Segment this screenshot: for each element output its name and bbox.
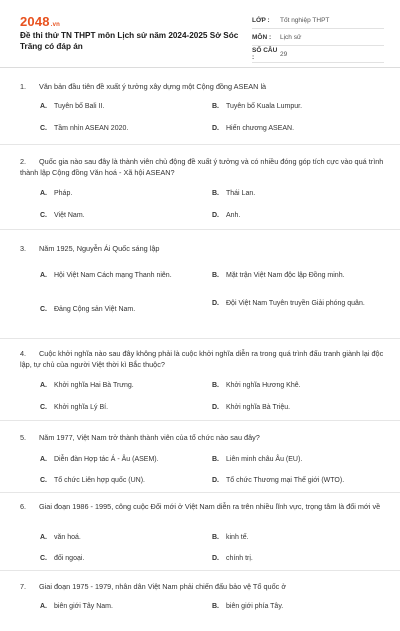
meta-row-class bbox=[252, 12, 384, 29]
option-text: Thái Lan. bbox=[226, 190, 256, 197]
option-text: Khởi nghĩa Bà Triệu. bbox=[226, 404, 291, 411]
option-c[interactable] bbox=[40, 124, 196, 135]
meta-key: MÔN : bbox=[252, 33, 272, 41]
option-letter: A. bbox=[40, 272, 47, 279]
option-letter: A. bbox=[40, 103, 47, 110]
site-logo[interactable] bbox=[20, 14, 60, 29]
question-body: Giai đoạn 1975 - 1979, nhân dân Việt Nam phải chiến đấu bảo vệ Tổ quốc ở bbox=[39, 582, 287, 591]
question-body: Năm 1925, Nguyễn Ái Quốc sáng lập bbox=[39, 244, 160, 253]
question-text bbox=[20, 156, 390, 178]
option-text: Pháp. bbox=[54, 190, 73, 197]
option-text: Đội Việt Nam Tuyên truyền Giải phóng quân. bbox=[226, 300, 365, 307]
option-text: biên giới phía Tây. bbox=[226, 603, 284, 610]
option-text: Mặt trận Việt Nam độc lập Đồng minh. bbox=[226, 272, 345, 279]
question-text bbox=[20, 348, 390, 370]
meta-key: LỚP : bbox=[252, 16, 270, 24]
question-item bbox=[0, 230, 400, 339]
meta-row-subject bbox=[252, 29, 384, 46]
option-c[interactable] bbox=[40, 305, 196, 316]
question-item bbox=[0, 421, 400, 493]
option-letter: A. bbox=[40, 603, 47, 610]
option-letter: D. bbox=[212, 404, 219, 411]
option-d[interactable] bbox=[212, 403, 368, 414]
option-letter: B. bbox=[212, 190, 219, 197]
option-letter: D. bbox=[212, 477, 219, 484]
option-letter: C. bbox=[40, 125, 47, 132]
question-text bbox=[20, 581, 390, 592]
option-text: Hiến chương ASEAN. bbox=[226, 125, 295, 132]
option-text: Diễn đàn Hợp tác Á - Âu (ASEM). bbox=[54, 456, 159, 463]
option-a[interactable] bbox=[40, 455, 196, 466]
question-body: Cuộc khởi nghĩa nào sau đây không phải là cuộc khởi nghĩa diễn ra trong quá trình đấu tranh giành lại độc lập, tự chủ của người Việt thời kì Bắc thuộc? bbox=[20, 349, 384, 369]
page-header bbox=[0, 0, 400, 68]
option-letter: A. bbox=[40, 534, 47, 541]
option-text: Hội Việt Nam Cách mạng Thanh niên. bbox=[54, 272, 172, 279]
option-text: văn hoá. bbox=[54, 534, 81, 541]
question-item bbox=[0, 571, 400, 631]
option-c[interactable] bbox=[40, 403, 196, 414]
option-c[interactable] bbox=[40, 211, 196, 222]
option-a[interactable] bbox=[40, 271, 196, 282]
meta-key: SỐ CÂU : bbox=[252, 47, 278, 61]
option-text: kinh tế. bbox=[226, 534, 249, 541]
option-b[interactable] bbox=[212, 271, 368, 282]
question-number: 7. bbox=[20, 582, 27, 591]
option-letter: D. bbox=[212, 555, 219, 562]
option-a[interactable] bbox=[40, 102, 196, 113]
option-b[interactable] bbox=[212, 189, 368, 200]
option-text: Đảng Cộng sản Việt Nam. bbox=[54, 306, 136, 313]
logo-suffix: .vn bbox=[50, 22, 61, 28]
question-number: 6. bbox=[20, 502, 27, 511]
option-text: Liên minh châu Âu (EU). bbox=[226, 456, 303, 463]
option-a[interactable] bbox=[40, 602, 196, 613]
question-item bbox=[0, 493, 400, 571]
meta-value: Tốt nghiệp THPT bbox=[280, 16, 330, 24]
option-d[interactable] bbox=[212, 476, 368, 487]
question-number: 1. bbox=[20, 82, 27, 91]
meta-row-count bbox=[252, 46, 384, 63]
question-text bbox=[20, 243, 390, 254]
question-body: Năm 1977, Việt Nam trở thành thành viên của tổ chức nào sau đây? bbox=[39, 433, 260, 442]
page-title: Đề thi thử TN THPT môn Lịch sử năm 2024-2025 Sở Sóc Trăng có đáp án bbox=[20, 31, 239, 51]
question-text bbox=[20, 501, 390, 512]
option-letter: B. bbox=[212, 534, 219, 541]
option-letter: A. bbox=[40, 382, 47, 389]
option-b[interactable] bbox=[212, 381, 368, 392]
question-number: 2. bbox=[20, 157, 27, 166]
question-item bbox=[0, 339, 400, 421]
question-text bbox=[20, 432, 390, 443]
question-text bbox=[20, 81, 390, 92]
option-d[interactable] bbox=[212, 124, 368, 135]
option-letter: D. bbox=[212, 212, 219, 219]
option-letter: D. bbox=[212, 125, 219, 132]
option-letter: B. bbox=[212, 382, 219, 389]
question-item bbox=[0, 145, 400, 230]
option-a[interactable] bbox=[40, 533, 196, 544]
exam-meta-table bbox=[252, 12, 384, 63]
option-letter: C. bbox=[40, 477, 47, 484]
logo-text: 2048 bbox=[20, 14, 50, 29]
option-letter: B. bbox=[212, 456, 219, 463]
option-text: Tuyên bố Bali II. bbox=[54, 103, 105, 110]
meta-value: 29 bbox=[280, 50, 288, 58]
question-number: 5. bbox=[20, 433, 27, 442]
option-letter: B. bbox=[212, 103, 219, 110]
option-text: Tầm nhìn ASEAN 2020. bbox=[54, 125, 129, 132]
option-text: Khởi nghĩa Hai Bà Trưng. bbox=[54, 382, 134, 389]
question-item bbox=[0, 68, 400, 145]
question-number: 3. bbox=[20, 244, 27, 253]
option-letter: C. bbox=[40, 555, 47, 562]
option-text: Tổ chức Liên hợp quốc (UN). bbox=[54, 477, 145, 484]
option-text: Khởi nghĩa Lý Bí. bbox=[54, 404, 109, 411]
option-a[interactable] bbox=[40, 381, 196, 392]
option-a[interactable] bbox=[40, 189, 196, 200]
question-body: Quốc gia nào sau đây là thành viên chủ động đề xuất ý tưởng và có nhiều đóng góp tích cực vào quá trình thành lập Cộng đồng Văn hoá - Xã hội ASEAN? bbox=[20, 157, 384, 177]
question-list bbox=[0, 68, 400, 631]
option-letter: C. bbox=[40, 212, 47, 219]
option-letter: A. bbox=[40, 190, 47, 197]
option-text: Việt Nam. bbox=[54, 212, 85, 219]
option-text: Khởi nghĩa Hương Khê. bbox=[226, 382, 301, 389]
option-text: biên giới Tây Nam. bbox=[54, 603, 113, 610]
option-d[interactable] bbox=[212, 554, 368, 565]
option-text: Tuyên bố Kuala Lumpur. bbox=[226, 103, 303, 110]
option-text: chính trị. bbox=[226, 555, 253, 562]
option-letter: A. bbox=[40, 456, 47, 463]
meta-value: Lịch sử bbox=[280, 33, 302, 41]
option-letter: B. bbox=[212, 603, 219, 610]
question-body: Giai đoạn 1986 - 1995, công cuộc Đổi mới ở Việt Nam diễn ra trên nhiều lĩnh vực, trọng tâm là đổi mới về bbox=[39, 502, 381, 511]
option-letter: C. bbox=[40, 404, 47, 411]
option-b[interactable] bbox=[212, 602, 368, 613]
question-number: 4. bbox=[20, 349, 27, 358]
option-d[interactable] bbox=[212, 211, 368, 222]
option-text: Anh. bbox=[226, 212, 241, 219]
option-b[interactable] bbox=[212, 533, 368, 544]
option-letter: D. bbox=[212, 300, 219, 307]
option-b[interactable] bbox=[212, 102, 368, 113]
option-letter: B. bbox=[212, 272, 219, 279]
option-text: đối ngoại. bbox=[54, 555, 85, 562]
option-d[interactable] bbox=[212, 299, 368, 310]
option-text: Tổ chức Thương mại Thế giới (WTO). bbox=[226, 477, 345, 484]
option-c[interactable] bbox=[40, 476, 196, 487]
option-letter: C. bbox=[40, 306, 47, 313]
option-b[interactable] bbox=[212, 455, 368, 466]
option-c[interactable] bbox=[40, 554, 196, 565]
question-body: Văn bản đầu tiên đề xuất ý tưởng xây dựng một Cộng đồng ASEAN là bbox=[39, 82, 267, 91]
